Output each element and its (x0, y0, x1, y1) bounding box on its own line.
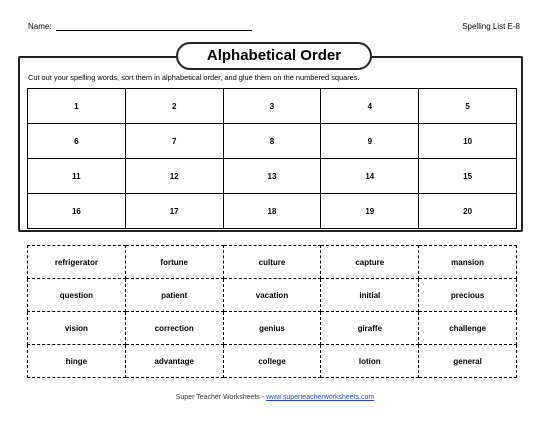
numbered-square[interactable]: 14 (321, 159, 419, 194)
grid-row (28, 159, 517, 194)
numbered-square[interactable]: 2 (125, 89, 223, 124)
numbered-square[interactable]: 4 (321, 89, 419, 124)
word-cutout-card[interactable]: capture (321, 246, 419, 279)
numbered-square[interactable]: 11 (28, 159, 126, 194)
word-cutout-card[interactable]: giraffe (321, 312, 419, 345)
numbered-squares-grid (27, 88, 517, 229)
word-cutout-card[interactable]: challenge (419, 312, 517, 345)
word-cutout-card[interactable]: general (419, 345, 517, 378)
word-cutout-card[interactable]: mansion (419, 246, 517, 279)
cutout-words-grid (27, 245, 517, 378)
numbered-square[interactable]: 17 (125, 194, 223, 229)
footer-link[interactable]: www.superteacherworksheets.com (266, 394, 375, 401)
word-cutout-card[interactable]: advantage (125, 345, 223, 378)
grid-row (28, 312, 517, 345)
word-cutout-card[interactable]: hinge (28, 345, 126, 378)
word-cutout-card[interactable]: fortune (125, 246, 223, 279)
word-cutout-card[interactable]: culture (223, 246, 321, 279)
numbered-square[interactable]: 15 (419, 159, 517, 194)
numbered-square[interactable]: 5 (419, 89, 517, 124)
instructions-text: Cut out your spelling words, sort them in alphabetical order, and glue them on the numbered squares. (28, 73, 360, 82)
grid-row (28, 194, 517, 229)
numbered-square[interactable]: 7 (125, 124, 223, 159)
name-blank-line[interactable] (56, 22, 252, 31)
numbered-square[interactable]: 20 (419, 194, 517, 229)
word-cutout-card[interactable]: refrigerator (28, 246, 126, 279)
spelling-list-label: Spelling List E-8 (462, 22, 520, 31)
numbered-square[interactable]: 10 (419, 124, 517, 159)
word-cutout-card[interactable]: college (223, 345, 321, 378)
word-cutout-card[interactable]: precious (419, 279, 517, 312)
word-cutout-card[interactable]: question (28, 279, 126, 312)
grid-row (28, 279, 517, 312)
grid-row (28, 124, 517, 159)
word-cutout-card[interactable]: patient (125, 279, 223, 312)
numbered-square[interactable]: 19 (321, 194, 419, 229)
footer-text: Super Teacher Worksheets - (175, 394, 267, 401)
numbered-square[interactable]: 6 (28, 124, 126, 159)
grid-row (28, 246, 517, 279)
word-cutout-card[interactable]: vacation (223, 279, 321, 312)
name-field (28, 22, 252, 31)
word-cutout-card[interactable]: lotion (321, 345, 419, 378)
word-cutout-card[interactable]: genius (223, 312, 321, 345)
footer (0, 394, 550, 401)
numbered-square[interactable]: 9 (321, 124, 419, 159)
numbered-square[interactable]: 13 (223, 159, 321, 194)
numbered-square[interactable]: 12 (125, 159, 223, 194)
name-label: Name: (28, 22, 52, 31)
word-cutout-card[interactable]: vision (28, 312, 126, 345)
numbered-square[interactable]: 3 (223, 89, 321, 124)
numbered-square[interactable]: 8 (223, 124, 321, 159)
word-cutout-card[interactable]: initial (321, 279, 419, 312)
grid-row (28, 89, 517, 124)
numbered-square[interactable]: 18 (223, 194, 321, 229)
word-cutout-card[interactable]: correction (125, 312, 223, 345)
numbered-square[interactable]: 1 (28, 89, 126, 124)
grid-row (28, 345, 517, 378)
worksheet-title: Alphabetical Order (176, 42, 372, 70)
numbered-square[interactable]: 16 (28, 194, 126, 229)
